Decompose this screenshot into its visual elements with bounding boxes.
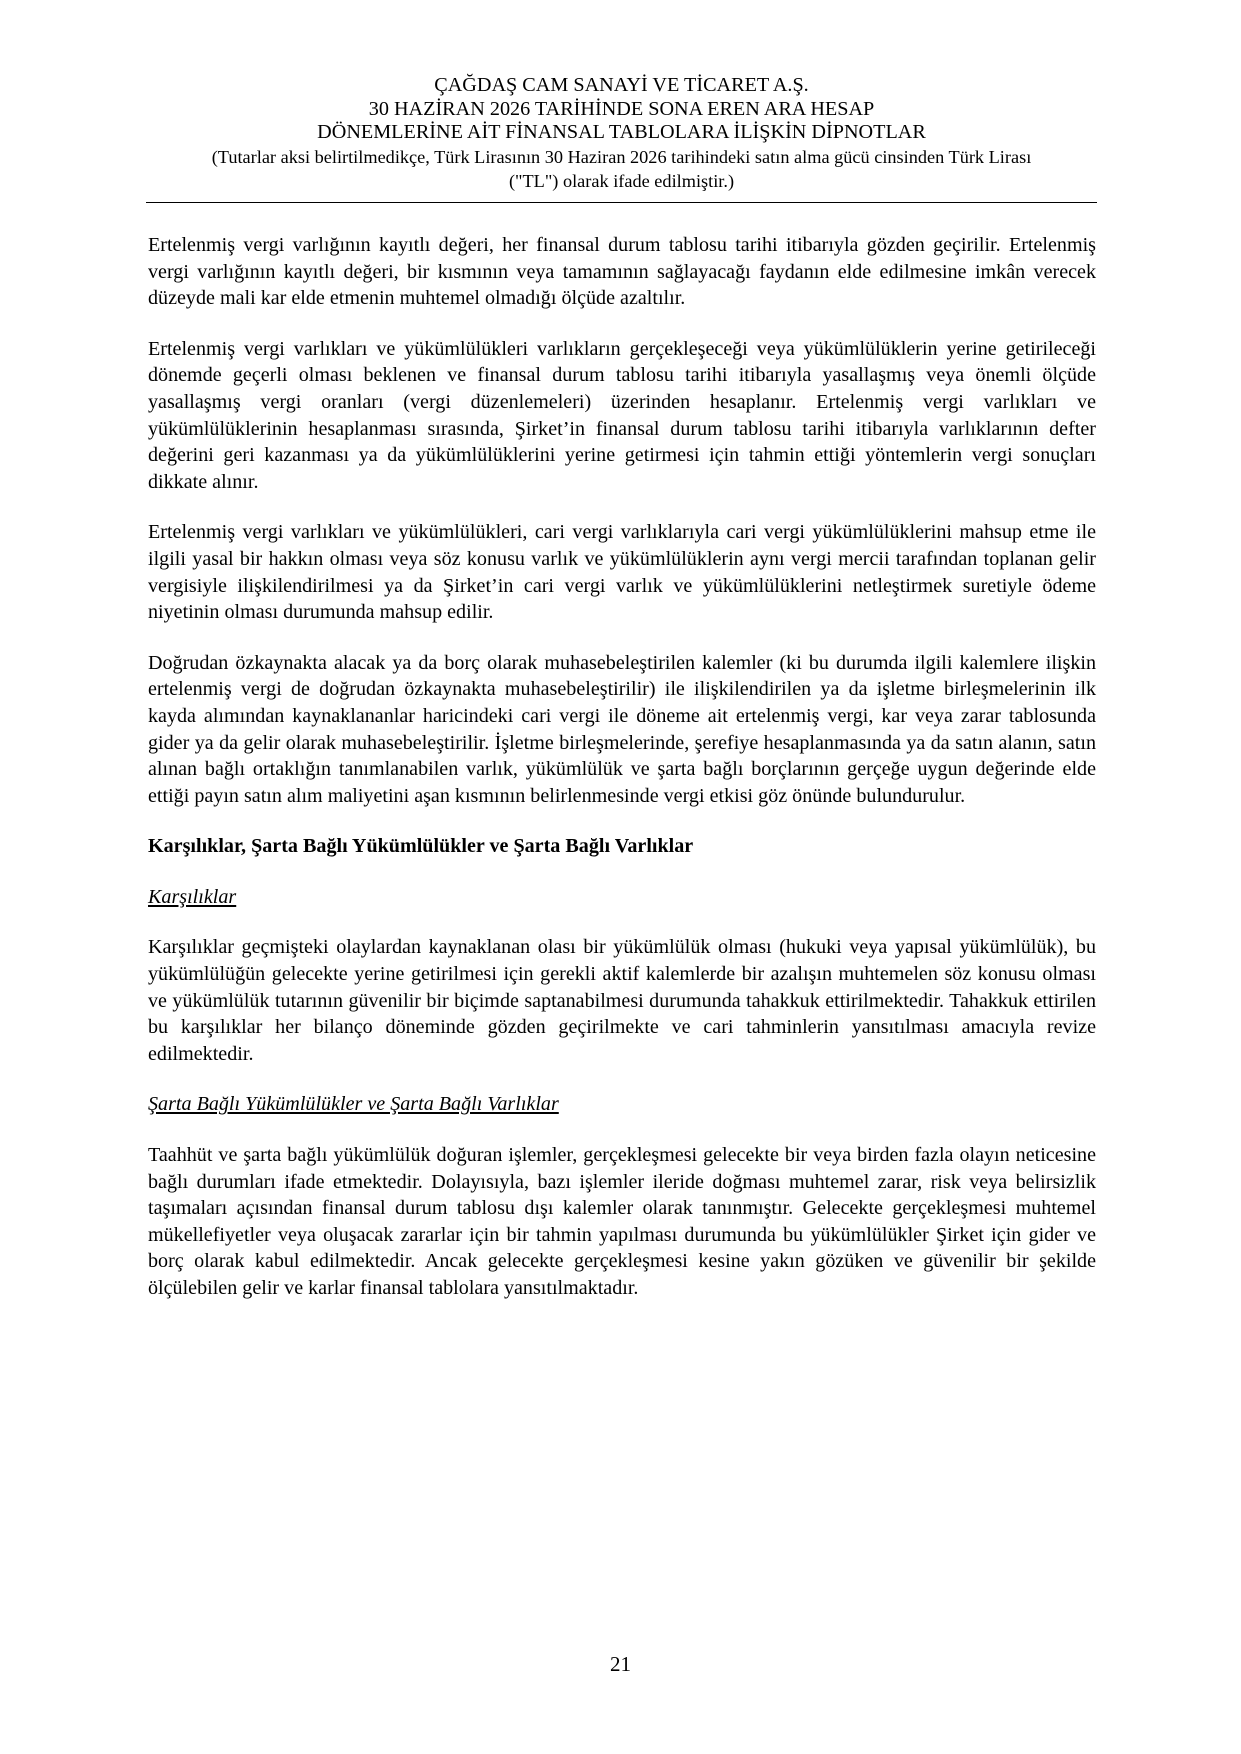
report-title: DÖNEMLERİNE AİT FİNANSAL TABLOLARA İLİŞKİN DİPNOTLAR [317, 121, 926, 143]
paragraph-deferred-tax-rates: Ertelenmiş vergi varlıkları ve yükümlülükleri varlıkların gerçekleşeceği veya yükümlülüklerin yerine getirileceği dönemde geçerli olması beklenen ve finansal durum tablosu tarihi itibarıyla yasallaşmış veya önemli ölçüde yasallaşmış vergi oranları (vergi düzenlemeleri) üzerinden hesaplanır. Ertelenmiş vergi varlıkları ve yükümlülüklerinin hesaplanması sırasında, Şirket’in finansal durum tablosu tarihi itibarıyla varlıklarının defter değerini geri kazanması ya da yükümlülüklerini yerine getirmesi için tahmin ettiği yöntemlerin vergi sonuçları dikkate alınır. [148, 337, 1096, 493]
header-divider [146, 202, 1097, 203]
subheading-contingencies: Şarta Bağlı Yükümlülükler ve Şarta Bağlı Varlıklar [148, 1093, 559, 1116]
paragraph-provisions: Karşılıklar geçmişteki olaylardan kaynaklanan olası bir yükümlülük olması (hukuki veya yapısal yükümlülük), bu yükümlülüğün gelecekte yerine getirilmesi için gerekli aktif kalemlerde bir azalışın muhtemelen söz konusu olması ve yükümlülük tutarının güvenilir bir biçimde saptanabilmesi durumunda tahakkuk ettirilmektedir. Tahakkuk ettirilen bu karşılıklar her bilanço döneminde gözden geçirilmekte ve cari tahminlerin yansıtılması amacıyla revize edilmektedir. [148, 936, 1096, 1065]
document-body [148, 232, 1096, 1326]
paragraph-deferred-tax-carrying-value: Ertelenmiş vergi varlığının kayıtlı değeri, her finansal durum tablosu tarihi itibarıyla gözden geçirilir. Ertelenmiş vergi varlığının kayıtlı değeri, bir kısmının veya tamamının sağlayacağı faydanın elde edilmesine imkân verecek düzeyde mali kar elde etmenin muhtemel olmadığı ölçüde azaltılır. [148, 234, 1096, 310]
currency-note-line1: (Tutarlar aksi belirtilmedikçe, Türk Lirasının 30 Haziran 2026 tarihindeki satın alma gücü cinsinden Türk Lirası [211, 146, 1032, 167]
subheading-provisions: Karşılıklar [148, 885, 237, 908]
company-name: ÇAĞDAŞ CAM SANAYİ VE TİCARET A.Ş. [434, 74, 809, 96]
page-header [146, 74, 1097, 193]
page-number: 21 [610, 1652, 631, 1676]
paragraph-deferred-tax-offset: Ertelenmiş vergi varlıkları ve yükümlülükleri, cari vergi varlıklarıyla cari vergi yükümlülüklerini mahsup etme ile ilgili yasal bir hakkın olması veya söz konusu varlık ve yükümlülüklerin aynı vergi mercii tarafından toplanan gelir vergisiyle ilişkilendirilmesi ya da Şirket’in cari vergi varlık ve yükümlülüklerini netleştirmek suretiyle ödeme niyetinin olması durumunda mahsup edilir. [148, 521, 1096, 624]
report-period: 30 HAZİRAN 2026 TARİHİNDE SONA EREN ARA HESAP [368, 97, 875, 120]
paragraph-contingencies: Taahhüt ve şarta bağlı yükümlülük doğuran işlemler, gerçekleşmesi gelecekte bir veya birden fazla olayın neticesine bağlı durumları ifade etmektedir. Dolayısıyla, bazı işlemler ileride doğması muhtemel zarar, risk veya belirsizlik taşımaları açısından finansal durum tablosu dışı kalemler olarak tanınmıştır. Gelecekte gerçekleşmesi muhtemel mükellefiyetler veya oluşacak zararlar için bir tahmin yapılması durumunda bu yükümlülükler Şirket için gider ve borç olarak kabul edilmektedir. Ancak gelecekte gerçekleşmesi kesine yakın gözüken ve güvenilir bir şekilde ölçülebilen gelir ve karlar finansal tablolara yansıtılmaktadır. [148, 1144, 1096, 1299]
paragraph-current-deferred-tax: Doğrudan özkaynakta alacak ya da borç olarak muhasebeleştirilen kalemler (ki bu durumda ilgili kalemlere ilişkin ertelenmiş vergi de doğrudan özkaynakta muhasebeleştirilir) ile ilişkilendirilen ya da işletme birleşmelerinin ilk kayda alımından kaynaklananlar haricindeki cari vergi ile döneme ait ertelenmiş vergi, kar veya zarar tablosunda gider ya da gelir olarak muhasebeleştirilir. İşletme birleşmelerinde, şerefiye hesaplanmasında ya da satın alanın, satın alınan bağlı ortaklığın tanımlanabilen varlık, yükümlülük ve şarta bağlı borçlarının gerçeğe uygun değerinde elde ettiği payın satın alım maliyetini aşan kısmının belirlenmesinde vergi etkisi göz önünde bulundurulur. [148, 651, 1096, 807]
section-heading-provisions: Karşılıklar, Şarta Bağlı Yükümlülükler ve Şarta Bağlı Varlıklar [148, 835, 694, 858]
currency-note-line2: ("TL") olarak ifade edilmiştir.) [508, 170, 735, 191]
